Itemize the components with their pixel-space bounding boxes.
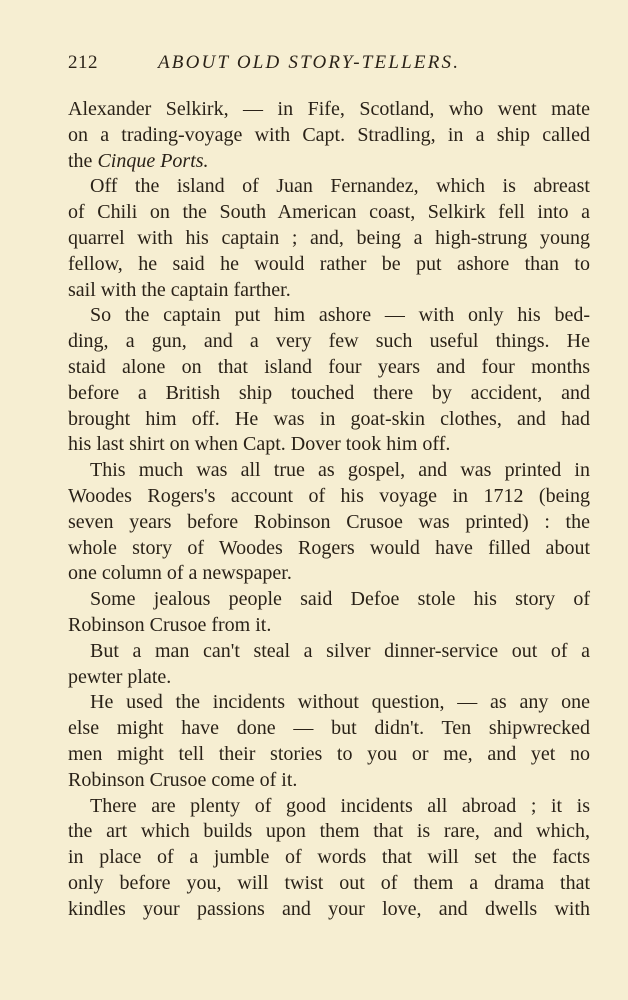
text-line: his last shirt on when Capt. Dover took him off.	[68, 433, 451, 456]
text-line: Woodes Rogers's account of his voyage in 1712 (being	[68, 484, 590, 507]
text-line: men might tell their stories to you or me, and yet no	[68, 742, 590, 765]
text-line: in place of a jumble of words that will set the facts	[68, 846, 590, 869]
text-line: There are plenty of good incidents all abroad ; it is	[90, 794, 590, 817]
body-text	[68, 97, 590, 923]
ship-name: Cinque Ports.	[97, 149, 209, 172]
text-line: fellow, he said he would rather be put ashore than to	[68, 252, 590, 275]
text-line: sail with the captain farther.	[68, 278, 291, 301]
text-line: the Cinque Ports.	[68, 149, 209, 172]
text-line: quarrel with his captain ; and, being a high-strung young	[68, 226, 590, 249]
text-line: Alexander Selkirk, — in Fife, Scotland, who went mate	[68, 98, 590, 120]
text-line: the art which builds upon them that is rare, and which,	[68, 820, 590, 843]
text-line: kindles your passions and your love, and dwells with	[68, 897, 590, 920]
text-line: staid alone on that island four years and four months	[68, 355, 590, 378]
text-line: on a trading-voyage with Capt. Stradling, in a ship called	[68, 123, 590, 146]
text-line: only before you, will twist out of them a drama that	[68, 871, 590, 894]
text-line: So the captain put him ashore — with only his bed-	[90, 304, 590, 327]
text-line: else might have done — but didn't. Ten shipwrecked	[68, 717, 590, 740]
running-title: ABOUT OLD STORY-TELLERS.	[158, 52, 461, 73]
text-line: Robinson Crusoe from it.	[68, 613, 272, 636]
text-line: of Chili on the South American coast, Selkirk fell into a	[68, 201, 590, 224]
text-line: before a British ship touched there by accident, and	[68, 381, 590, 404]
page-number: 212	[68, 52, 98, 73]
text-line: Robinson Crusoe come of it.	[68, 768, 298, 791]
text-line: whole story of Woodes Rogers would have filled about	[68, 536, 590, 559]
text-line: Some jealous people said Defoe stole his story of	[90, 588, 590, 611]
text-line: one column of a newspaper.	[68, 562, 292, 585]
running-head	[68, 52, 590, 82]
text-line: But a man can't steal a silver dinner-service out of a	[90, 639, 590, 662]
text-line: seven years before Robinson Crusoe was printed) : the	[68, 510, 590, 533]
text-line: He used the incidents without question, — as any one	[90, 691, 590, 714]
text-line: pewter plate.	[68, 665, 172, 688]
text-line: ding, a gun, and a very few such useful things. He	[68, 330, 590, 353]
text-line: Off the island of Juan Fernandez, which is abreast	[90, 175, 590, 198]
text-line: brought him off. He was in goat-skin clothes, and had	[68, 407, 590, 430]
text-line: This much was all true as gospel, and was printed in	[90, 459, 590, 482]
